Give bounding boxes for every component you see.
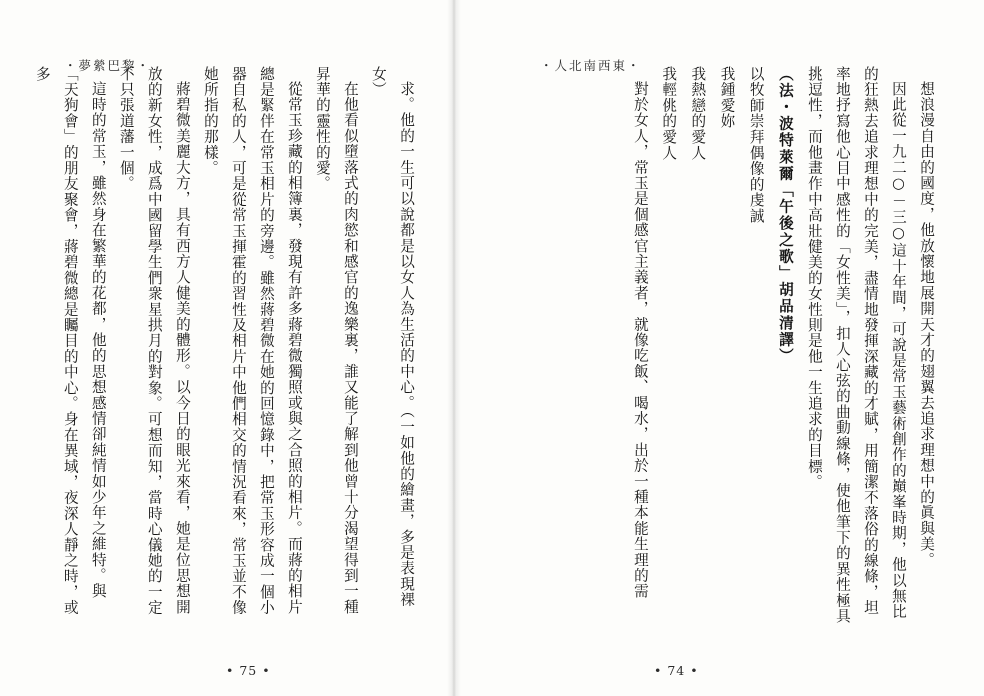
- paragraph: 想浪漫自由的國度，他放懷地展開天才的翅翼去追求理想中的眞與美。: [918, 80, 935, 568]
- right-page-header: [478, 26, 950, 73]
- page-number-right: • 74 •: [654, 663, 699, 678]
- left-page-header: [30, 26, 428, 73]
- running-head-left: ・夢縈巴黎・: [64, 58, 152, 73]
- poem-line: 我熱戀的愛人: [689, 66, 707, 161]
- paragraph: 這時的常玉，雖然身在繁華的花都，他的思想感情卻純情如少年之維特。與「天狗會」的朋友聚會，蔣碧微總是矚目的中心。身在異域，夜深人靜之時，或多: [33, 66, 107, 616]
- poem-line: 以牧師崇拜偶像的虔誠: [747, 66, 765, 224]
- poem-attribution: （法・波特萊爾「午後之歌」胡品清譯）: [776, 66, 794, 365]
- paragraph: 蔣碧微美麗大方，具有西方人健美的體形。以今日的眼光來看，她是位思想開放的新女性，成爲中國留學生們衆星拱月的對象。可想而知，當時心儀她的一定不只張道藩一個。: [117, 66, 191, 616]
- left-page: [0, 0, 454, 696]
- right-page-body: [626, 66, 940, 628]
- left-page-body: [28, 66, 420, 628]
- paragraph: 求。他的一生可以說都是以女人為生活的中心。（一如他的繪畫，多是表現裸女）: [369, 66, 415, 608]
- poem-line: 我鍾愛妳: [718, 66, 736, 130]
- poem-quote-block: [654, 66, 800, 628]
- paragraph: 對於女人，常玉是個感官主義者，就像吃飯、喝水，出於一種本能生理的需: [631, 80, 649, 599]
- page-number-left: • 75 •: [226, 663, 271, 678]
- right-page: [454, 0, 984, 696]
- poem-line: 我輕佻的愛人: [660, 66, 678, 161]
- running-head-right: ・人北南西東・: [540, 58, 642, 73]
- paragraph: 因此從一九二○－三○這十年間，可說是常玉藝術創作的巔峯時期，他以無比的狂熱去追求理想中的完美，盡情地發揮深藏的才賦，用簡潔不落俗的線條，坦率地抒寫他心目中感性的「女性美」，扣人心弦的曲動線條，使他筆下的異性極具挑逗性，而他畫作中高壯健美的女性則是他一生追求的目標。: [805, 66, 907, 624]
- paragraph: 從常玉珍藏的相簿裏，發現有許多蔣碧微獨照或與之合照的相片。而蔣的相片總是緊伴在常玉相片的旁邊。雖然蔣碧微在她的回憶錄中，把常玉形容成一個小器自私的人，可是從常玉揮霍的習性及相片中他們相交的情況看來，常玉並不像她所指的那樣。: [201, 66, 303, 616]
- paragraph: 在他看似墮落式的肉慾和感官的逸樂裏，誰又能了解到他曾十分渴望得到一種昇華的靈性的愛。: [313, 66, 359, 615]
